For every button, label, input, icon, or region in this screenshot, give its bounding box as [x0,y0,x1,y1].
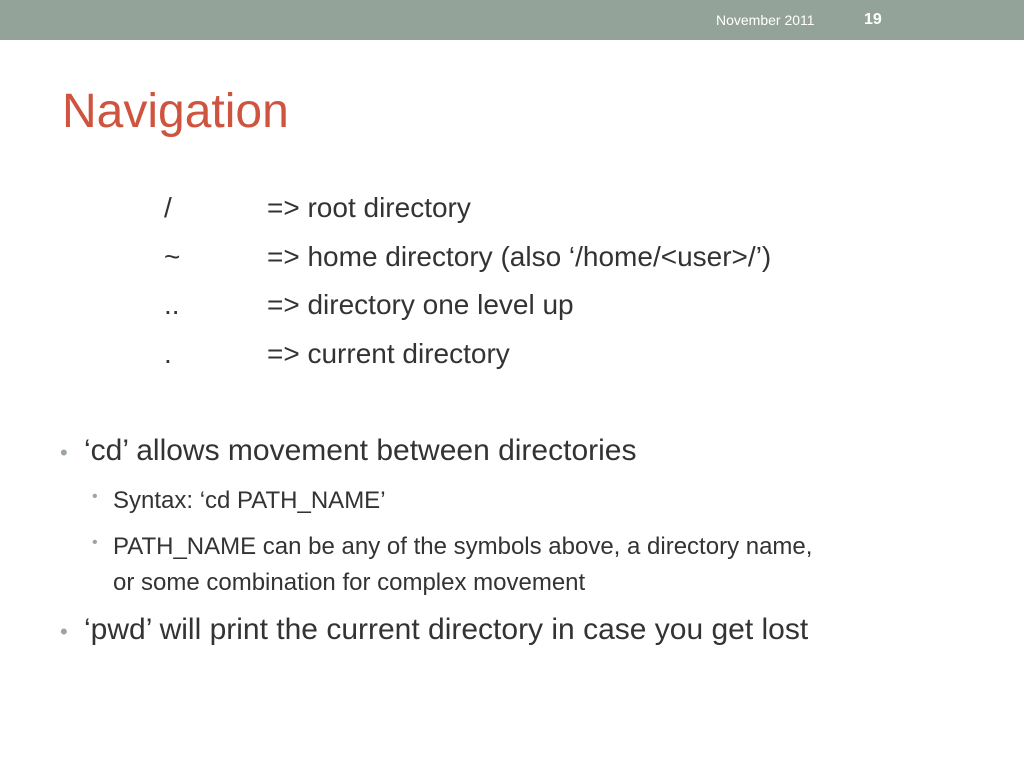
symbol: / [164,192,172,223]
symbol-row-home [0,237,1024,277]
bullet-pwd: ‘pwd’ will print the current directory in case you get lost [84,613,809,646]
bullet-cd: ‘cd’ allows movement between directories [84,434,637,467]
bullet-path-name-line1: PATH_NAME can be any of the symbols above, a directory name, [113,533,813,560]
symbol-description: => current directory [267,338,510,369]
symbol-row-current [0,334,1024,374]
symbol-row-root [0,188,1024,228]
bullet-icon: • [92,534,98,551]
slide-number: 19 [864,11,882,28]
bullet-icon: • [60,619,68,644]
symbol: . [164,338,172,369]
symbol-description: => directory one level up [267,289,574,320]
slide-title: Navigation [62,85,289,138]
bullet-icon: • [92,488,98,505]
symbol: ~ [164,241,181,272]
symbol-row-parent [0,285,1024,325]
bullet-path-name-line2: or some combination for complex movement [113,569,586,596]
footer-date: November 2011 [716,12,815,28]
top-bar [0,0,1024,40]
bullet-syntax: Syntax: ‘cd PATH_NAME’ [113,487,386,514]
bullet-icon: • [60,440,68,465]
symbol-description: => home directory (also ‘/home/<user>/’) [267,241,772,272]
symbol-description: => root directory [267,192,471,223]
symbol: .. [164,289,180,320]
